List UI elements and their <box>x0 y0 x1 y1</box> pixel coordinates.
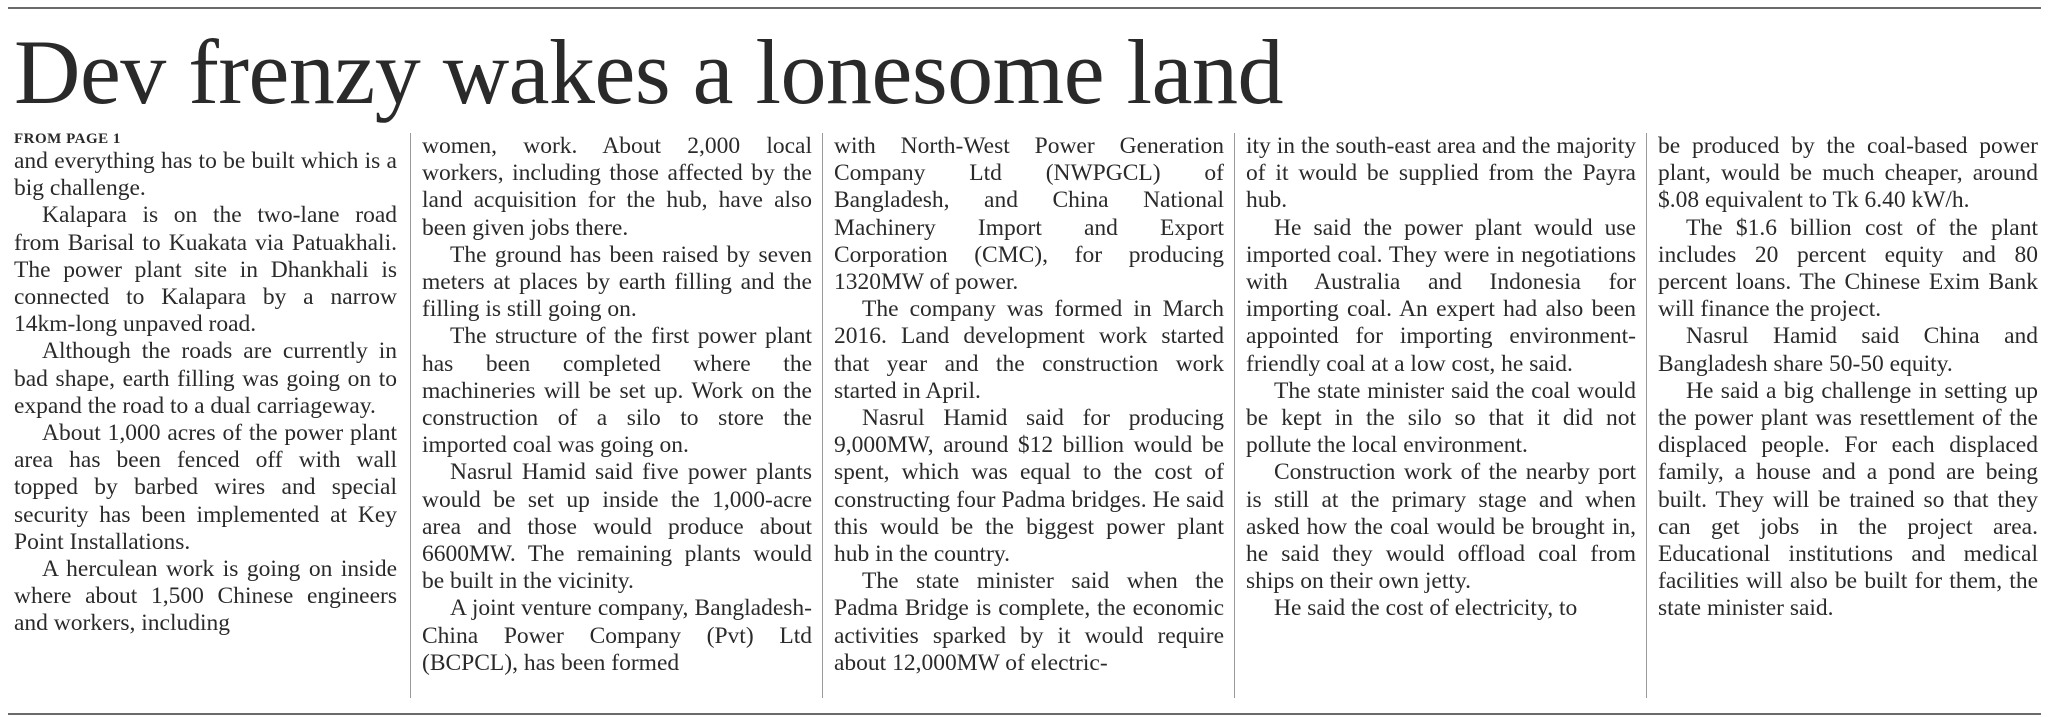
continuation-kicker: FROM PAGE 1 <box>14 131 121 147</box>
headline: Dev frenzy wakes a lonesome land <box>14 21 1283 123</box>
paragraph: The state minister said the coal would be kept in the silo so that it did not pollute the local environment. <box>1246 377 1636 459</box>
paragraph: Kalapara is on the two-lane road from Barisal to Kuakata via Patuakhali. The power plant site in Dhankhali is connected to Kalapara by a narrow 14km-long unpaved road. <box>14 202 397 338</box>
article-column-3 <box>834 133 1224 708</box>
paragraph: women, work. About 2,000 local workers, including those affected by the land acquisition for the hub, have also been given jobs there. <box>422 133 812 241</box>
paragraph: Nasrul Hamid said for producing 9,000MW, around $12 billion would be spent, which was equal to the cost of constructing four Padma bridges. He said this would be the biggest power plant hub in the country. <box>834 405 1224 568</box>
column-divider <box>1234 133 1235 698</box>
paragraph: with North-West Power Generation Company Ltd (NWPGCL) of Bangladesh, and China National Machinery Import and Export Corporation (CMC), for producing 1320MW of power. <box>834 133 1224 296</box>
column-divider <box>1646 133 1647 698</box>
top-rule <box>8 7 2041 9</box>
paragraph: About 1,000 acres of the power plant area has been fenced off with wall topped by barbed wires and special security has been implemented at Key Point Installations. <box>14 420 397 555</box>
article-column-1 <box>14 131 397 706</box>
paragraph: and everything has to be built which is a big challenge. <box>14 148 397 202</box>
paragraph: Construction work of the nearby port is still at the primary stage and when asked how the coal would be brought in, he said they would offload coal from ships on their own jetty. <box>1246 459 1636 595</box>
paragraph: A herculean work is going on inside where about 1,500 Chinese engineers and workers, including <box>14 556 397 637</box>
paragraph: Nasrul Hamid said China and Bangladesh share 50-50 equity. <box>1658 323 2038 377</box>
paragraph: The state minister said when the Padma Bridge is complete, the economic activities sparked by it would require about 12,000MW of electric- <box>834 568 1224 676</box>
paragraph: The ground has been raised by seven meters at places by earth filling and the filling is still going on. <box>422 241 812 323</box>
column-divider <box>410 133 411 698</box>
paragraph: He said a big challenge in setting up the power plant was resettlement of the displaced people. For each displaced family, a house and a pond are being built. They will be trained so that they can get jobs in the project area. Educational institutions and medical facilities will also be built for them, the state minister said. <box>1658 377 2038 622</box>
paragraph: A joint venture company, Bangladesh-China Power Company (Pvt) Ltd (BCPCL), has been formed <box>422 595 812 676</box>
paragraph: He said the power plant would use imported coal. They were in negotiations with Australia and Indonesia for importing coal. An expert had also been appointed for importing environment-friendly coal at a low cost, he said. <box>1246 214 1636 377</box>
column-divider <box>822 133 823 698</box>
article-column-4 <box>1246 133 1636 708</box>
paragraph: He said the cost of electricity, to <box>1274 595 1578 622</box>
paragraph: The company was formed in March 2016. Land development work started that year and the construction work started in April. <box>834 296 1224 404</box>
article-column-5 <box>1658 133 2038 708</box>
paragraph: The structure of the first power plant has been completed where the machineries will be set up. Work on the construction of a silo to store the imported coal was going on. <box>422 323 812 459</box>
paragraph: The $1.6 billion cost of the plant includes 20 percent equity and 80 percent loans. The Chinese Exim Bank will finance the project. <box>1658 214 2038 323</box>
bottom-rule <box>8 713 2041 715</box>
article-column-2 <box>422 133 812 708</box>
paragraph: be produced by the coal-based power plant, would be much cheaper, around $.08 equivalent to Tk 6.40 kW/h. <box>1658 133 2038 214</box>
paragraph: ity in the south-east area and the majority of it would be supplied from the Payra hub. <box>1246 133 1636 214</box>
paragraph: Although the roads are currently in bad shape, earth filling was going on to expand the road to a dual carriageway. <box>14 338 397 419</box>
paragraph: Nasrul Hamid said five power plants would be set up inside the 1,000-acre area and those would produce about 6600MW. The remaining plants would be built in the vicinity. <box>422 459 812 595</box>
